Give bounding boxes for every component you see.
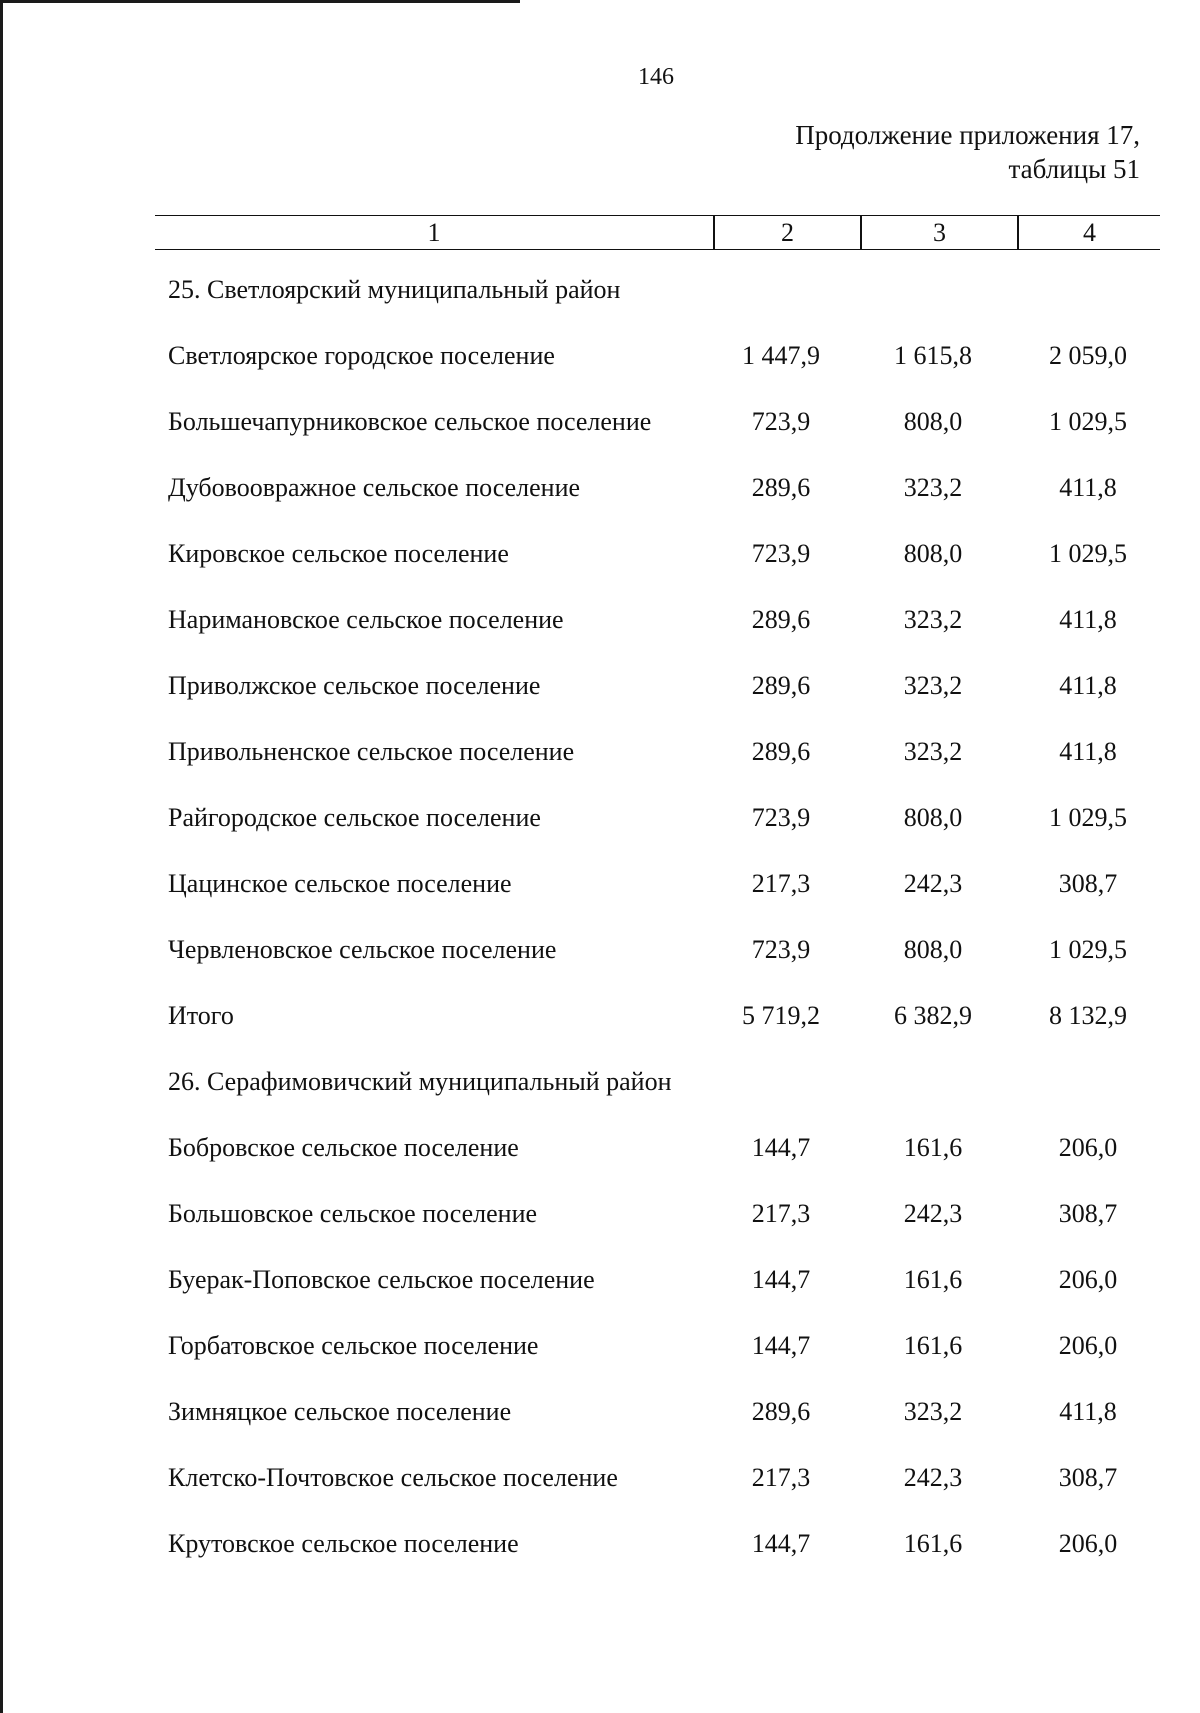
settlement-name: Цацинское сельское поселение [168, 869, 512, 898]
table-row [168, 336, 1158, 402]
scan-edge-left [0, 0, 3, 1713]
value-col-2: 217,3 [751, 1199, 811, 1228]
continuation-line-1: Продолжение приложения 17, [795, 120, 1140, 150]
settlement-name: Привольненское сельское поселение [168, 737, 575, 766]
value-col-3: 808,0 [903, 539, 963, 568]
value-col-4: 206,0 [1058, 1529, 1118, 1558]
value-col-3: 161,6 [903, 1133, 963, 1162]
value-col-4: 1 029,5 [1049, 407, 1127, 436]
header-col-1: 1 [427, 218, 441, 247]
settlement-name: Дубовооврaжное сельское поселение [168, 473, 581, 502]
table-row [168, 864, 1158, 930]
value-col-4: 411,8 [1059, 605, 1117, 634]
value-col-2: 289,6 [751, 671, 811, 700]
value-col-3: 242,3 [903, 869, 963, 898]
settlement-name: Буерак-Поповское сельское поселение [168, 1265, 595, 1294]
page-number: 146 [638, 64, 674, 90]
table-row [168, 1458, 1158, 1524]
header-col-2: 2 [781, 218, 794, 247]
settlement-name: Червленовское сельское поселение [168, 935, 557, 964]
value-col-3: 161,6 [903, 1529, 963, 1558]
section-heading [168, 1062, 1158, 1128]
value-col-4: 411,8 [1059, 737, 1117, 766]
value-col-2: 723,9 [751, 539, 811, 568]
value-col-4: 411,8 [1059, 671, 1117, 700]
value-col-4: 1 029,5 [1049, 539, 1127, 568]
settlement-name: Крутовское сельское поселение [168, 1529, 519, 1558]
value-col-4: 1 029,5 [1049, 803, 1127, 832]
value-col-2: 723,9 [751, 407, 811, 436]
value-col-3: 323,2 [903, 1397, 963, 1426]
table-row [168, 996, 1158, 1062]
table-row [168, 732, 1158, 798]
value-col-3: 1 615,8 [894, 341, 972, 370]
settlement-name: Клетско-Почтовское сельское поселение [168, 1463, 618, 1492]
table-row [168, 402, 1158, 468]
value-col-2: 723,9 [751, 803, 811, 832]
value-col-2: 289,6 [751, 605, 811, 634]
value-col-2: 217,3 [751, 869, 811, 898]
scan-edge-top [0, 0, 520, 3]
value-col-2: 289,6 [751, 737, 811, 766]
value-col-2: 217,3 [751, 1463, 811, 1492]
table-row [168, 600, 1158, 666]
settlement-name: Кировское сельское поселение [168, 539, 509, 568]
value-col-2: 5 719,2 [742, 1001, 820, 1030]
value-col-4: 308,7 [1058, 1463, 1118, 1492]
section-heading [168, 270, 1158, 336]
table-row [168, 1524, 1158, 1590]
continuation-caption [795, 118, 1140, 186]
value-col-4: 308,7 [1058, 869, 1118, 898]
value-col-3: 323,2 [903, 737, 963, 766]
settlement-name: Райгородское сельское поселение [168, 803, 541, 832]
table-header [155, 215, 1160, 250]
table-row [168, 468, 1158, 534]
table-row [168, 1326, 1158, 1392]
value-col-2: 144,7 [751, 1331, 811, 1360]
value-col-3: 808,0 [903, 407, 963, 436]
value-col-3: 6 382,9 [894, 1001, 972, 1030]
value-col-3: 323,2 [903, 473, 963, 502]
settlement-name: Приволжское сельское поселение [168, 671, 541, 700]
value-col-2: 289,6 [751, 1397, 811, 1426]
value-col-4: 308,7 [1058, 1199, 1118, 1228]
section-title: 25. Светлоярский муниципальный район [168, 275, 621, 304]
settlement-name: Большовское сельское поселение [168, 1199, 538, 1228]
value-col-3: 161,6 [903, 1265, 963, 1294]
value-col-2: 289,6 [751, 473, 811, 502]
settlement-name: Светлоярское городское поселение [168, 341, 555, 370]
header-col-4: 4 [1083, 218, 1096, 247]
header-col-3: 3 [933, 218, 946, 247]
settlement-name: Итого [168, 1001, 234, 1030]
settlement-name: Наримановское сельское поселение [168, 605, 564, 634]
value-col-4: 206,0 [1058, 1331, 1118, 1360]
value-col-3: 242,3 [903, 1199, 963, 1228]
value-col-4: 8 132,9 [1049, 1001, 1127, 1030]
table-row [168, 1260, 1158, 1326]
value-col-2: 144,7 [751, 1265, 811, 1294]
section-title: 26. Серафимовичский муниципальный район [168, 1067, 672, 1096]
value-col-3: 161,6 [903, 1331, 963, 1360]
table-body [168, 270, 1158, 1590]
value-col-4: 206,0 [1058, 1133, 1118, 1162]
table-row [168, 930, 1158, 996]
value-col-4: 411,8 [1059, 473, 1117, 502]
value-col-4: 206,0 [1058, 1265, 1118, 1294]
value-col-3: 242,3 [903, 1463, 963, 1492]
settlement-name: Бобровское сельское поселение [168, 1133, 519, 1162]
value-col-2: 144,7 [751, 1529, 811, 1558]
value-col-2: 144,7 [751, 1133, 811, 1162]
value-col-2: 1 447,9 [742, 341, 820, 370]
continuation-line-2: таблицы 51 [1008, 154, 1140, 184]
table-row [168, 534, 1158, 600]
table-row [168, 1392, 1158, 1458]
value-col-4: 2 059,0 [1049, 341, 1127, 370]
table-row [168, 666, 1158, 732]
table-row [168, 1194, 1158, 1260]
value-col-3: 808,0 [903, 803, 963, 832]
value-col-4: 1 029,5 [1049, 935, 1127, 964]
settlement-name: Большечапурниковское сельское поселение [168, 407, 652, 436]
value-col-3: 323,2 [903, 605, 963, 634]
value-col-2: 723,9 [751, 935, 811, 964]
table-row [168, 798, 1158, 864]
value-col-3: 323,2 [903, 671, 963, 700]
settlement-name: Горбатовское сельское поселение [168, 1331, 539, 1360]
value-col-3: 808,0 [903, 935, 963, 964]
settlement-name: Зимняцкое сельское поселение [168, 1397, 512, 1426]
table-row [168, 1128, 1158, 1194]
value-col-4: 411,8 [1059, 1397, 1117, 1426]
